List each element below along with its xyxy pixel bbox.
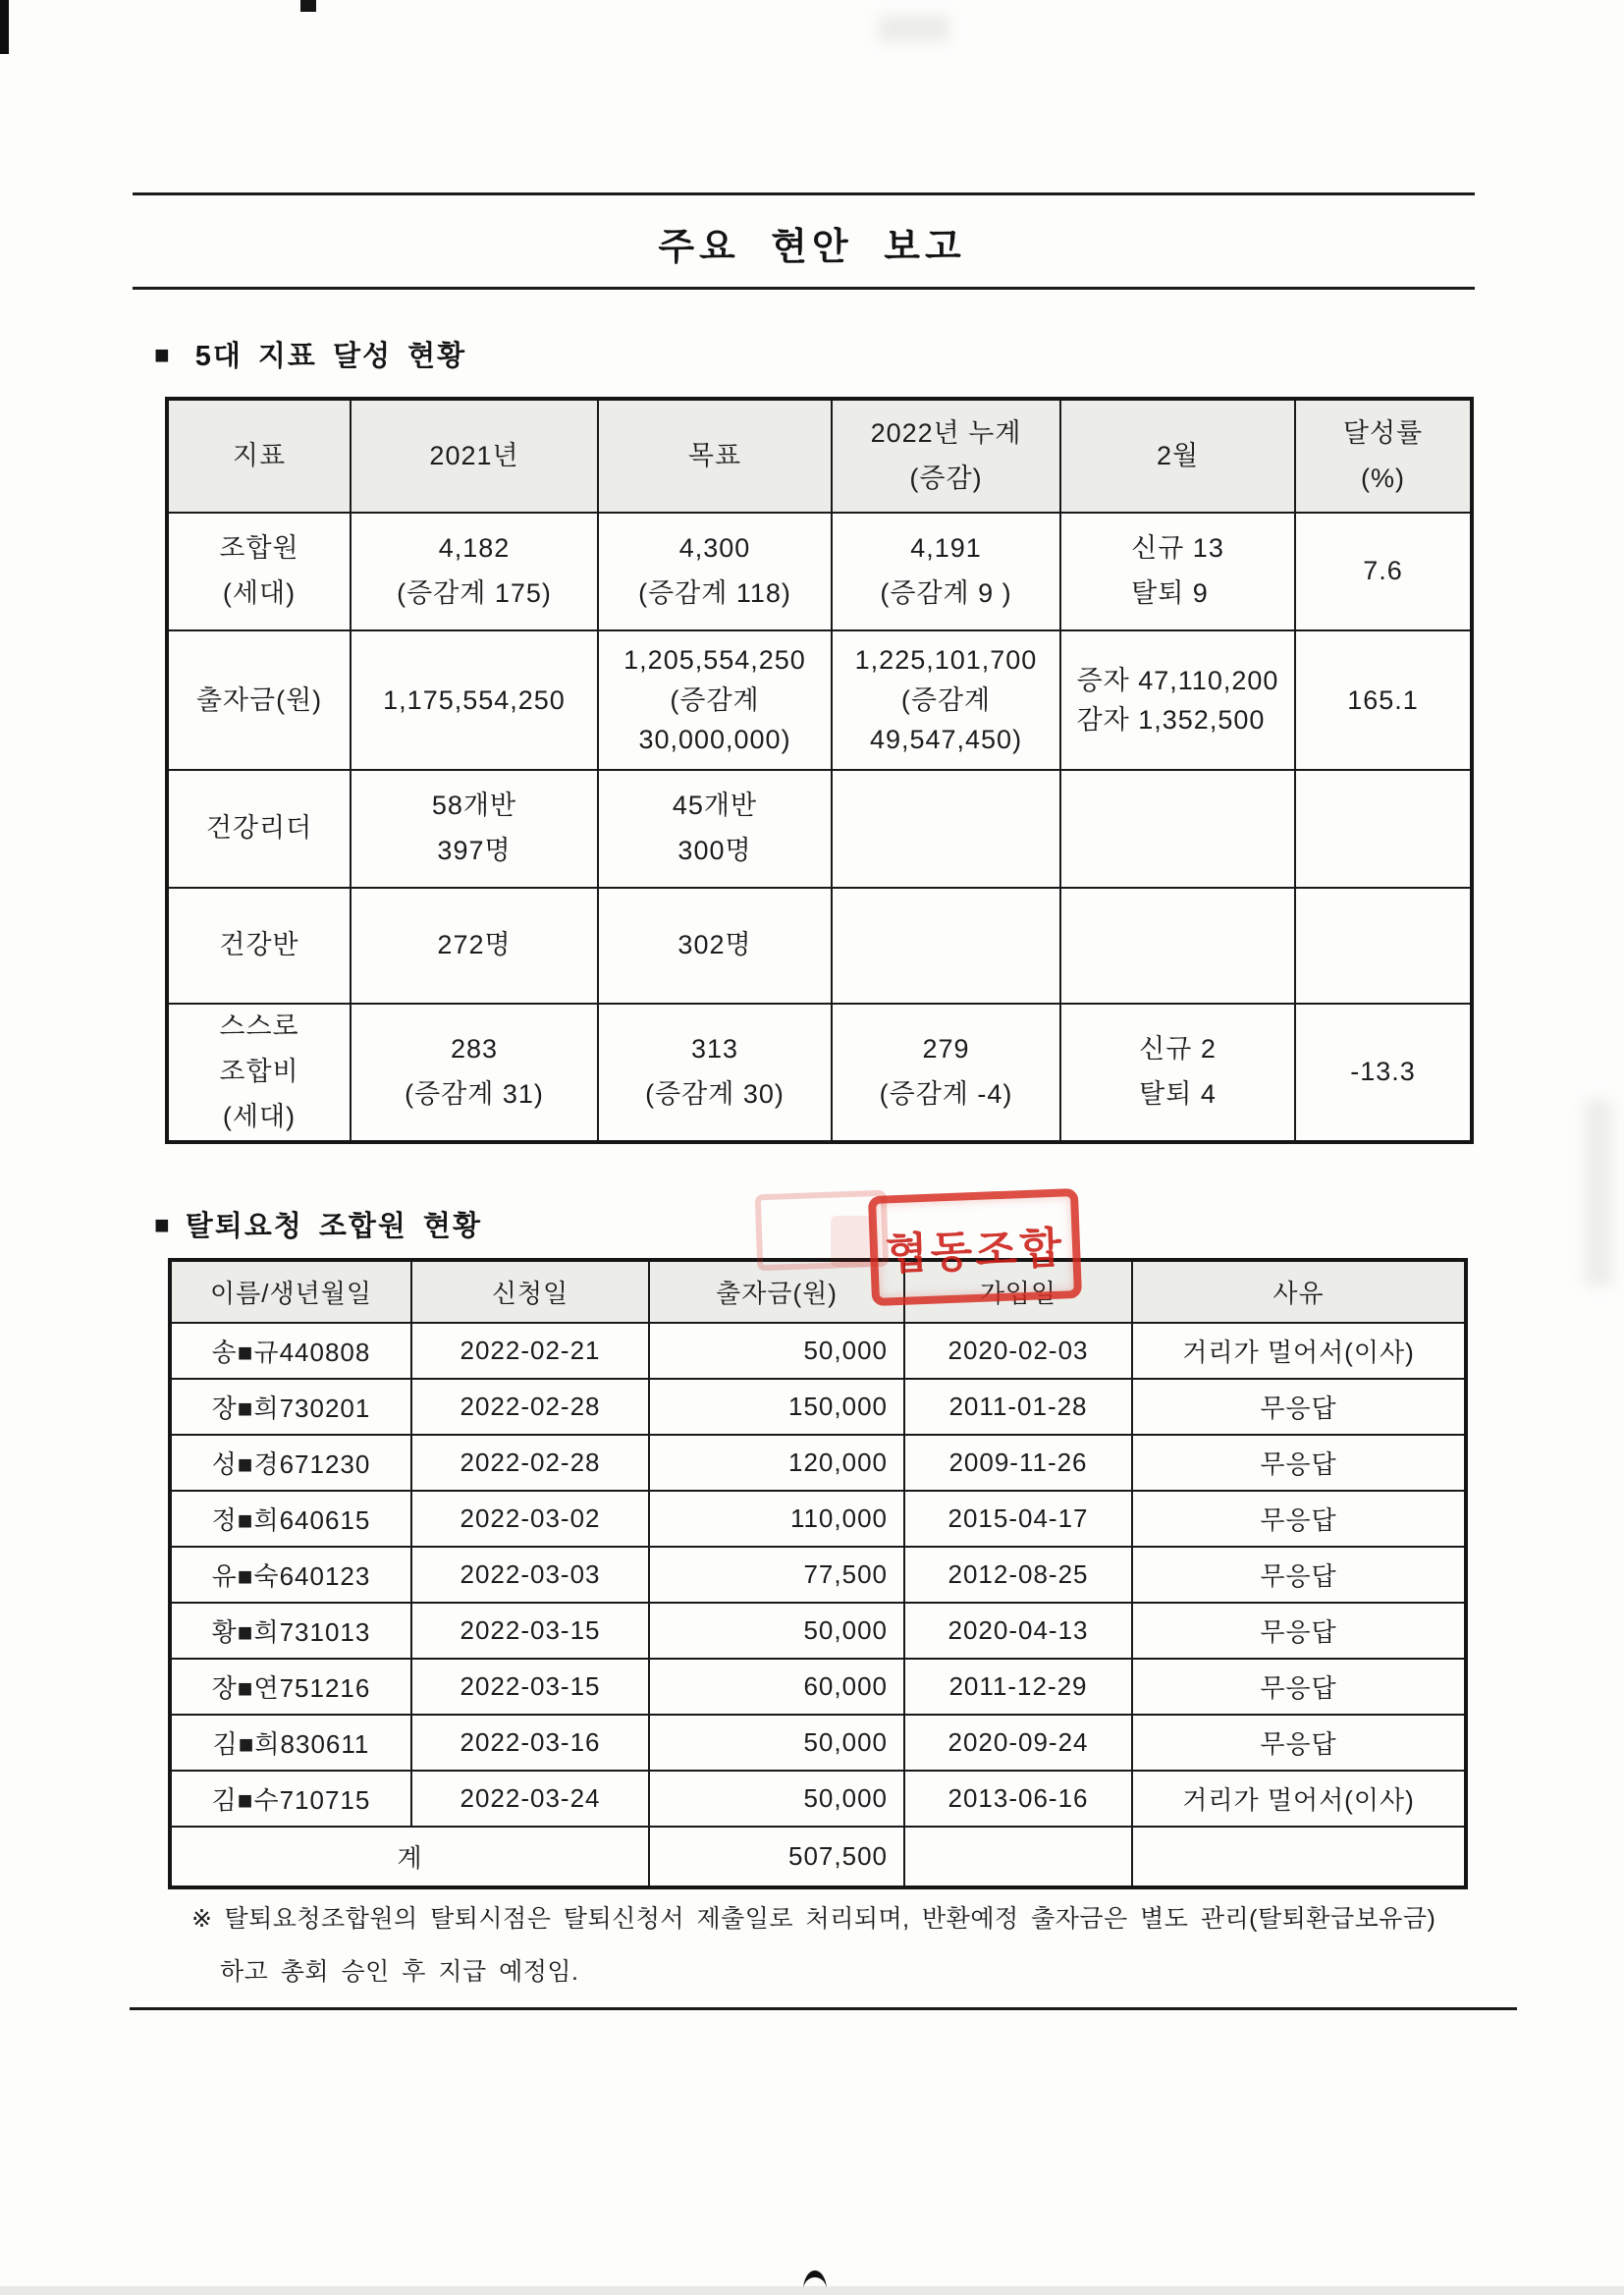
header-cell <box>832 399 1060 513</box>
table-cell: 110,000 <box>649 1491 904 1547</box>
table-cell <box>598 888 832 1004</box>
table-row <box>170 1435 1466 1491</box>
cell-line: (세대) <box>222 1101 297 1131</box>
table-cell: 2022-02-21 <box>411 1323 649 1379</box>
cell-line: (세대) <box>222 578 297 608</box>
cell-line: 감자 1,352,500 <box>1076 705 1266 735</box>
cell-block <box>1077 661 1279 740</box>
table-cell <box>351 630 598 770</box>
table-cell: 2013-06-16 <box>904 1771 1132 1827</box>
table-cell <box>351 1004 598 1142</box>
table-cell: 유■숙640123 <box>170 1547 411 1603</box>
table-cell: 무응답 <box>1132 1715 1466 1771</box>
table-cell <box>1295 630 1472 770</box>
cell-line: 스스로 <box>219 1011 299 1041</box>
table-cell: 무응답 <box>1132 1491 1466 1547</box>
table-cell: 60,000 <box>649 1659 904 1715</box>
cell-line: 출자금(원) <box>195 684 323 715</box>
total-amount-cell: 507,500 <box>649 1827 904 1887</box>
cell-line: (증감) <box>909 463 983 493</box>
header-cell <box>167 399 351 513</box>
table-row <box>167 770 1472 888</box>
table-cell <box>832 513 1060 630</box>
cell-line: 58개반 <box>431 791 517 821</box>
cell-line: (증감계 118) <box>638 578 791 608</box>
header-cell <box>598 399 832 513</box>
scan-artifact-bottom-edge <box>0 2286 1624 2295</box>
cell-line: 목표 <box>687 440 742 470</box>
cell-line: 1,175,554,250 <box>383 684 566 715</box>
cell-line: 49,547,450) <box>869 725 1023 755</box>
table-cell: 2020-04-13 <box>904 1603 1132 1659</box>
section2-heading <box>154 1204 482 1244</box>
cell-line: 397명 <box>437 836 512 865</box>
cell-line: 7.6 <box>1363 556 1403 586</box>
header-cell: 이름/생년월일 <box>170 1260 411 1323</box>
table-row <box>167 630 1472 770</box>
cell-line: 279 <box>922 1033 970 1064</box>
table-cell: 거리가 멀어서(이사) <box>1132 1771 1466 1827</box>
cell-line: (증감계 9 ) <box>880 578 1012 608</box>
cell-line: (증감계 -4) <box>879 1078 1013 1109</box>
cell-line: 300명 <box>677 836 752 865</box>
section1-heading <box>154 334 466 374</box>
cell-line: 272명 <box>437 930 512 960</box>
indicators-table-head <box>167 399 1472 513</box>
section1-heading-text: 5대 지표 달성 현황 <box>194 341 467 372</box>
table-cell <box>832 630 1060 770</box>
table-cell <box>351 888 598 1004</box>
table-header-row <box>167 399 1472 513</box>
cell-line: 1,205,554,250 <box>623 645 806 676</box>
table-cell: 거리가 멀어서(이사) <box>1132 1323 1466 1379</box>
table-cell <box>598 513 832 630</box>
cell-line: 증자 47,110,200 <box>1076 665 1279 695</box>
table-cell: 2022-03-15 <box>411 1603 649 1659</box>
table-cell <box>598 770 832 888</box>
table-cell: 2022-03-16 <box>411 1715 649 1771</box>
table-cell: 황■희731013 <box>170 1603 411 1659</box>
withdrawal-table-head <box>170 1260 1466 1323</box>
table-cell: 무응답 <box>1132 1659 1466 1715</box>
cell-line: 4,182 <box>438 533 511 564</box>
table-cell <box>1295 1004 1472 1142</box>
title-rule-bottom <box>133 287 1475 290</box>
cell-line: (증감계 <box>900 684 992 715</box>
table-cell <box>1295 888 1472 1004</box>
table-cell: 김■희830611 <box>170 1715 411 1771</box>
table-cell: 2020-02-03 <box>904 1323 1132 1379</box>
header-cell <box>1295 399 1472 513</box>
scan-smudge-top <box>879 16 949 41</box>
cell-line: 4,300 <box>678 533 751 564</box>
cell-line: 165.1 <box>1347 684 1419 715</box>
table-row <box>170 1659 1466 1715</box>
section2-heading-text: 탈퇴요청 조합원 현황 <box>185 1211 482 1242</box>
table-cell <box>167 513 351 630</box>
table-cell <box>1132 1827 1466 1887</box>
table-cell: 무응답 <box>1132 1547 1466 1603</box>
header-cell: 가입일 <box>904 1260 1132 1323</box>
table-cell <box>1060 770 1295 888</box>
table-cell <box>1060 888 1295 1004</box>
table-cell <box>167 630 351 770</box>
header-cell <box>351 399 598 513</box>
table-cell <box>832 1004 1060 1142</box>
cell-line: (증감계 31) <box>405 1078 544 1109</box>
cell-line: 2022년 누계 <box>870 417 1022 448</box>
table-cell: 50,000 <box>649 1715 904 1771</box>
table-cell: 50,000 <box>649 1603 904 1659</box>
cell-line: (증감계 30) <box>645 1078 785 1109</box>
table-cell: 2022-02-28 <box>411 1435 649 1491</box>
table-row <box>170 1547 1466 1603</box>
cell-line: 탈퇴 4 <box>1139 1078 1217 1109</box>
total-label-cell: 계 <box>170 1827 649 1887</box>
table-cell: 무응답 <box>1132 1379 1466 1435</box>
cell-line: 4,191 <box>910 533 982 564</box>
table-cell <box>351 770 598 888</box>
cell-line: -13.3 <box>1350 1056 1416 1086</box>
table-cell: 2011-01-28 <box>904 1379 1132 1435</box>
footnote-line1 <box>191 1901 1497 1937</box>
table-cell: 50,000 <box>649 1771 904 1827</box>
table-header-row <box>170 1260 1466 1323</box>
table-cell: 2022-03-15 <box>411 1659 649 1715</box>
table-row <box>170 1323 1466 1379</box>
table-cell: 장■희730201 <box>170 1379 411 1435</box>
table-cell: 77,500 <box>649 1547 904 1603</box>
cell-line: 달성률 <box>1342 417 1424 448</box>
total-row <box>170 1827 1466 1887</box>
table-cell: 150,000 <box>649 1379 904 1435</box>
table-cell <box>598 1004 832 1142</box>
table-cell <box>1060 1004 1295 1142</box>
footnote-line2-text: 하고 총회 승인 후 지급 예정임. <box>220 1958 579 1987</box>
cell-line: 조합비 <box>219 1056 299 1086</box>
cell-block <box>1131 526 1224 617</box>
cooperative-seal-stamp: 협동조합 <box>868 1188 1082 1306</box>
header-cell: 출자금(원) <box>649 1260 904 1323</box>
table-row <box>167 513 1472 630</box>
footnote <box>191 1901 1497 1991</box>
cell-line: 건강리더 <box>205 813 313 844</box>
cell-line: 신규 13 <box>1131 533 1224 564</box>
table-cell: 성■경671230 <box>170 1435 411 1491</box>
cell-line: (증감계 175) <box>397 578 552 608</box>
table-cell <box>1060 513 1295 630</box>
table-cell <box>904 1827 1132 1887</box>
square-bullet-icon: ■ <box>154 339 170 369</box>
table-cell: 2022-03-03 <box>411 1547 649 1603</box>
table-cell: 송■규440808 <box>170 1323 411 1379</box>
cell-line: 45개반 <box>672 791 758 821</box>
table-cell <box>832 770 1060 888</box>
table-cell: 무응답 <box>1132 1435 1466 1491</box>
cell-line: 신규 2 <box>1139 1033 1217 1064</box>
table-cell <box>351 513 598 630</box>
table-cell: 정■희640615 <box>170 1491 411 1547</box>
table-cell: 2011-12-29 <box>904 1659 1132 1715</box>
header-cell <box>1060 399 1295 513</box>
cell-line: 302명 <box>677 930 752 960</box>
indicators-table-body <box>167 513 1472 1142</box>
table-row <box>170 1603 1466 1659</box>
table-cell <box>167 888 351 1004</box>
table-row <box>170 1491 1466 1547</box>
title-rule-top <box>133 192 1475 195</box>
cell-block <box>1139 1027 1217 1118</box>
table-cell <box>598 630 832 770</box>
table-cell: 2022-03-24 <box>411 1771 649 1827</box>
cell-line: 2월 <box>1156 440 1200 470</box>
withdrawal-table-body <box>170 1323 1466 1887</box>
indicators-table <box>165 397 1474 1144</box>
footer-rule <box>130 2007 1517 2010</box>
table-row <box>170 1379 1466 1435</box>
table-cell: 120,000 <box>649 1435 904 1491</box>
footnote-line1-text: 탈퇴요청조합원의 탈퇴시점은 탈퇴신청서 제출일로 처리되며, 반환예정 출자금은 별도 관리(탈퇴환급보유금) <box>224 1905 1436 1933</box>
page-title: 주요 현안 보고 <box>658 227 966 268</box>
scan-smudge-right <box>1585 1100 1612 1286</box>
cooperative-stamp-faint-blob <box>831 1216 872 1267</box>
table-row <box>167 1004 1472 1142</box>
cell-line: 1,225,101,700 <box>854 645 1038 676</box>
cell-line: 탈퇴 9 <box>1131 578 1209 608</box>
table-cell: 2015-04-17 <box>904 1491 1132 1547</box>
table-cell <box>167 770 351 888</box>
table-cell: 무응답 <box>1132 1603 1466 1659</box>
table-cell: 2009-11-26 <box>904 1435 1132 1491</box>
cell-line: (%) <box>1361 463 1405 493</box>
header-cell: 신청일 <box>411 1260 649 1323</box>
table-cell: 장■연751216 <box>170 1659 411 1715</box>
table-cell: 2020-09-24 <box>904 1715 1132 1771</box>
cell-line: 313 <box>690 1033 739 1064</box>
scan-artifact-top-tick <box>300 0 316 12</box>
cell-line: 지표 <box>232 440 287 470</box>
table-cell <box>1060 630 1295 770</box>
cell-line: 283 <box>450 1033 499 1064</box>
table-row <box>170 1715 1466 1771</box>
table-row <box>167 888 1472 1004</box>
table-cell: 2022-03-02 <box>411 1491 649 1547</box>
cell-line: 30,000,000) <box>638 725 791 755</box>
reference-mark-icon: ※ <box>191 1905 213 1933</box>
table-row <box>170 1771 1466 1827</box>
square-bullet-icon: ■ <box>154 1209 170 1239</box>
cell-line: (증감계 <box>670 684 760 715</box>
cell-line: 건강반 <box>219 930 299 960</box>
cell-line: 조합원 <box>219 533 299 564</box>
withdrawal-table <box>168 1258 1468 1889</box>
table-cell: 2012-08-25 <box>904 1547 1132 1603</box>
table-cell <box>832 888 1060 1004</box>
header-cell: 사유 <box>1132 1260 1466 1323</box>
table-cell: 2022-02-28 <box>411 1379 649 1435</box>
scan-artifact-top-left <box>0 0 9 54</box>
table-cell <box>1295 513 1472 630</box>
table-cell: 50,000 <box>649 1323 904 1379</box>
table-cell <box>167 1004 351 1142</box>
table-cell: 김■수710715 <box>170 1771 411 1827</box>
cell-line: 2021년 <box>429 440 519 470</box>
table-cell <box>1295 770 1472 888</box>
